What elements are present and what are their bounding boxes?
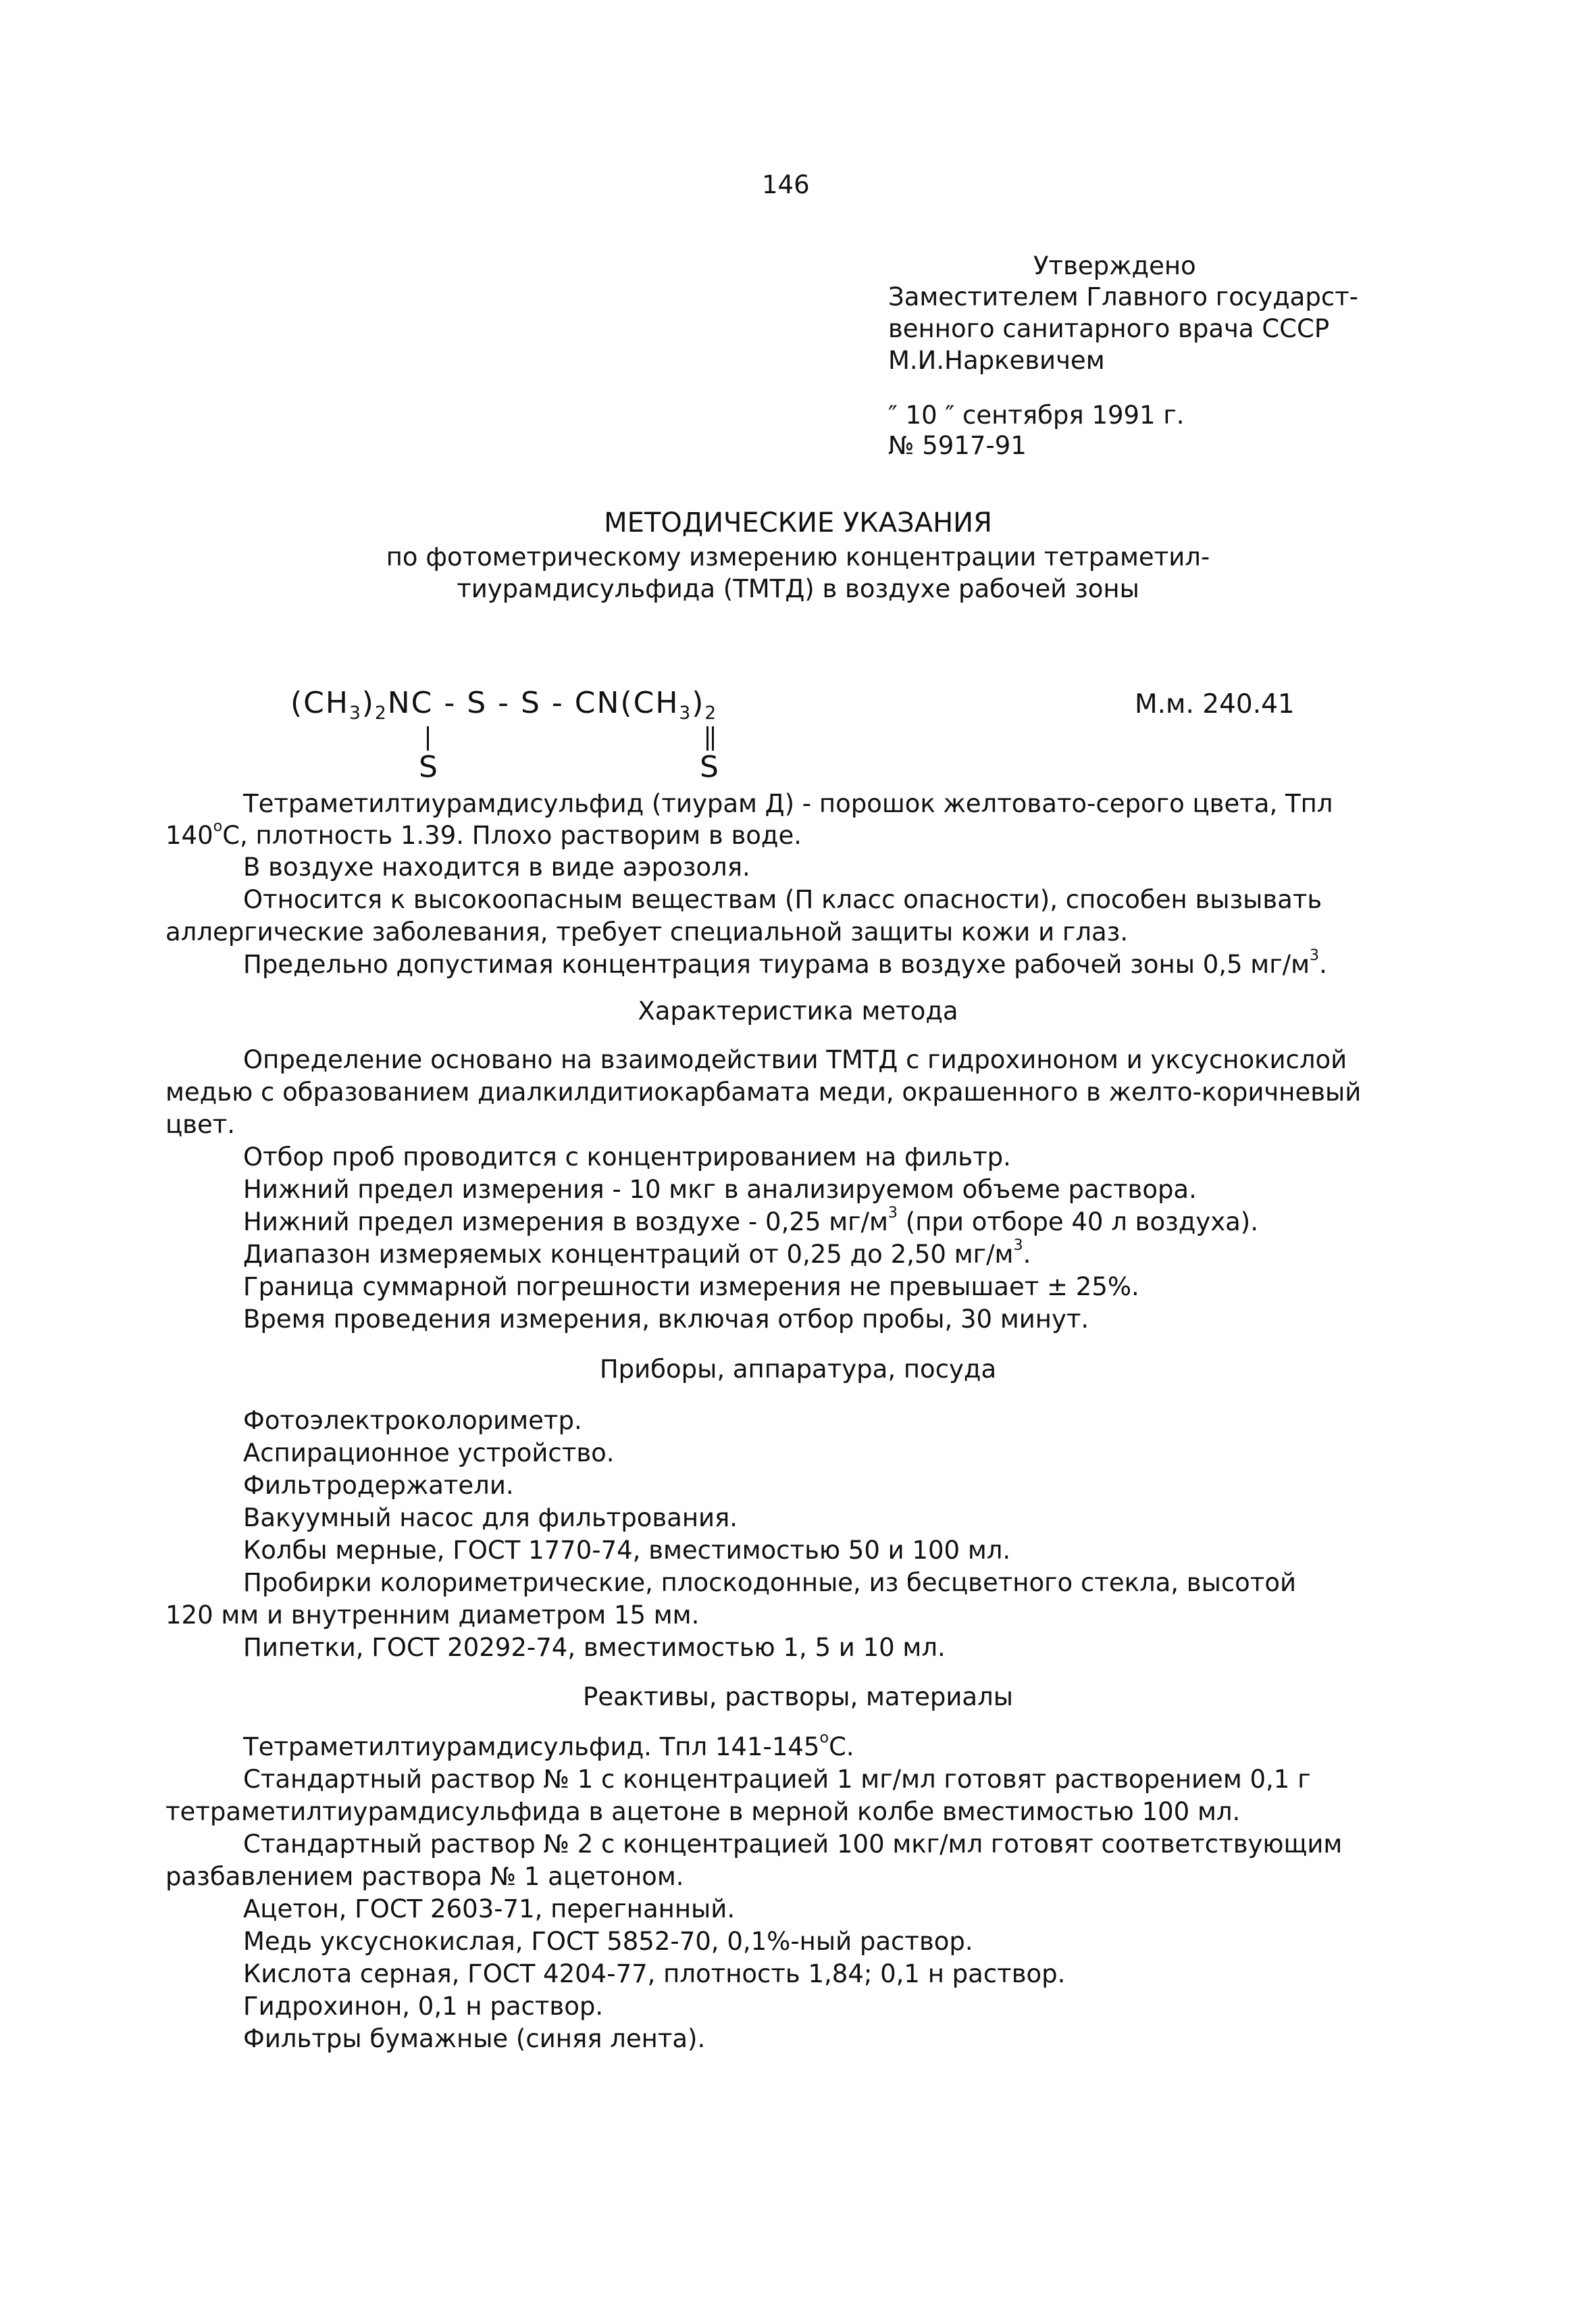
list-item: Медь уксуснокислая, ГОСТ 5852-70, 0,1%-ный раствор. bbox=[243, 1927, 973, 1956]
formula-subscript: 3 bbox=[349, 703, 362, 724]
paragraph-line: Определение основано на взаимодействии ТМТД с гидрохиноном и уксуснокислой bbox=[243, 1045, 1347, 1074]
list-item: Фильтродержатели. bbox=[243, 1471, 514, 1500]
section-heading: Реактивы, растворы, материалы bbox=[583, 1682, 1013, 1711]
approval-date: ″ 10 ″ сентября 1991 г. bbox=[888, 401, 1185, 430]
list-item: Гидрохинон, 0,1 н раствор. bbox=[243, 1992, 604, 2021]
title-subtitle: по фотометрическому измерению концентрации тетраметил- bbox=[386, 543, 1210, 572]
list-item: Пробирки колориметрические, плоскодонные, из бесцветного стекла, высотой bbox=[243, 1568, 1297, 1597]
formula-subscript: 2 bbox=[374, 703, 388, 724]
list-item: Кислота серная, ГОСТ 4204-77, плотность 1,84; 0,1 н раствор. bbox=[243, 1959, 1066, 1988]
superscript: 3 bbox=[1013, 1236, 1023, 1255]
list-item: Пипетки, ГОСТ 20292-74, вместимостью 1, 5 и 10 мл. bbox=[243, 1633, 946, 1662]
list-item: 120 мм и внутренним диаметром 15 мм. bbox=[165, 1601, 700, 1630]
formula-chain: NC - S - S - CN(CH bbox=[387, 686, 679, 720]
paragraph-line: Нижний предел измерения - 10 мкг в анализируемом объеме раствора. bbox=[243, 1175, 1197, 1204]
page-number: 146 bbox=[762, 170, 810, 199]
list-item: Колбы мерные, ГОСТ 1770-74, вместимостью 50 и 100 мл. bbox=[243, 1536, 1011, 1565]
superscript: 3 bbox=[887, 1204, 898, 1222]
double-bond-left bbox=[427, 726, 429, 751]
paragraph-line: Нижний предел измерения в воздухе - 0,25 $мг/м^3$ (при отборе 40 л воздуха). bbox=[243, 1204, 1258, 1236]
list-item: разбавлением раствора № 1 ацетоном. bbox=[165, 1862, 684, 1891]
approval-signatory: М.И.Наркевичем bbox=[888, 346, 1105, 375]
paragraph-line: Отбор проб проводится с концентрированием на фильтр. bbox=[243, 1142, 1011, 1172]
list-item: тетраметилтиурамдисульфида в ацетоне в мерной колбе вместимостью 100 мл. bbox=[165, 1797, 1241, 1826]
list-item: Фотоэлектроколориметр. bbox=[243, 1406, 582, 1435]
list-item: Аспирационное устройство. bbox=[243, 1438, 615, 1467]
list-item: Фильтры бумажные (синяя лента). bbox=[243, 2024, 706, 2053]
approval-line: Заместителем Главного государст- bbox=[888, 282, 1359, 311]
molar-mass: М.м. 240.41 bbox=[1135, 689, 1295, 720]
list-item: Тетраметилтиурамдисульфид. Тпл $141-145^оС$. bbox=[243, 1729, 854, 1761]
chemical-formula bbox=[290, 686, 717, 722]
degree-sign: о bbox=[819, 1729, 829, 1747]
approval-number: № 5917-91 bbox=[888, 431, 1027, 460]
paragraph-line: медью с образованием диалкилдитиокарбамата меди, окрашенного в желто-коричневый bbox=[165, 1078, 1362, 1107]
double-bond-right bbox=[712, 726, 714, 751]
paragraph-line: Граница суммарной погрешности измерения не превышает ± 25%. bbox=[243, 1272, 1139, 1301]
section-heading: Приборы, аппаратура, посуда bbox=[599, 1355, 997, 1384]
approval-title: Утверждено bbox=[1033, 251, 1196, 280]
list-item: Ацетон, ГОСТ 2603-71, перегнанный. bbox=[243, 1894, 736, 1923]
double-bond-right bbox=[706, 726, 709, 751]
degree-sign: о bbox=[213, 818, 223, 836]
list-item: Стандартный раствор № 1 с концентрацией 1 мг/мл готовят растворением 0,1 г bbox=[243, 1765, 1311, 1794]
formula-subscript: 2 bbox=[704, 703, 718, 724]
paragraph-line: Предельно допустимая концентрация тиурама в воздухе рабочей зоны 0,5 $мг/м^3$. bbox=[243, 947, 1327, 979]
list-item: Стандартный раствор № 2 с концентрацией 100 мкг/мл готовят соответствующим bbox=[243, 1830, 1343, 1859]
formula-close: ) bbox=[692, 686, 705, 720]
superscript: 3 bbox=[1310, 947, 1320, 965]
sulfur-atom-right: S bbox=[700, 750, 720, 784]
approval-line: венного санитарного врача СССР bbox=[888, 314, 1330, 343]
list-item: Вакуумный насос для фильтрования. bbox=[243, 1503, 738, 1532]
formula-open: (CH bbox=[290, 686, 349, 720]
paragraph-line: Относится к высокоопасным веществам (П класс опасности), способен вызывать bbox=[243, 885, 1322, 914]
title-subtitle: тиурамдисульфида (ТМТД) в воздухе рабочей зоны bbox=[457, 574, 1139, 603]
paragraph-line: цвет. bbox=[165, 1110, 236, 1139]
paragraph-line: В воздухе находится в виде аэрозоля. bbox=[243, 853, 750, 882]
paragraph-line: аллергические заболевания, требует специальной защиты кожи и глаз. bbox=[165, 917, 1129, 947]
formula-close: ) bbox=[361, 686, 375, 720]
paragraph-line: Время проведения измерения, включая отбор пробы, 30 минут. bbox=[243, 1305, 1089, 1334]
paragraph-line: Диапазон измеряемых концентраций от 0,25 до 2,50 $мг/м^3$. bbox=[243, 1236, 1031, 1269]
paragraph-line: Тетраметилтиурамдисульфид (тиурам Д) - порошок желтовато-серого цвета, Тпл bbox=[243, 789, 1333, 818]
formula-subscript: 3 bbox=[679, 703, 692, 724]
document-title: МЕТОДИЧЕСКИЕ УКАЗАНИЯ bbox=[604, 507, 992, 538]
section-heading: Характеристика метода bbox=[638, 997, 958, 1026]
paragraph-line: $140^оС$, плотность 1.39. Плохо растворим в воде. bbox=[165, 818, 802, 850]
sulfur-atom-left: S bbox=[419, 750, 439, 784]
